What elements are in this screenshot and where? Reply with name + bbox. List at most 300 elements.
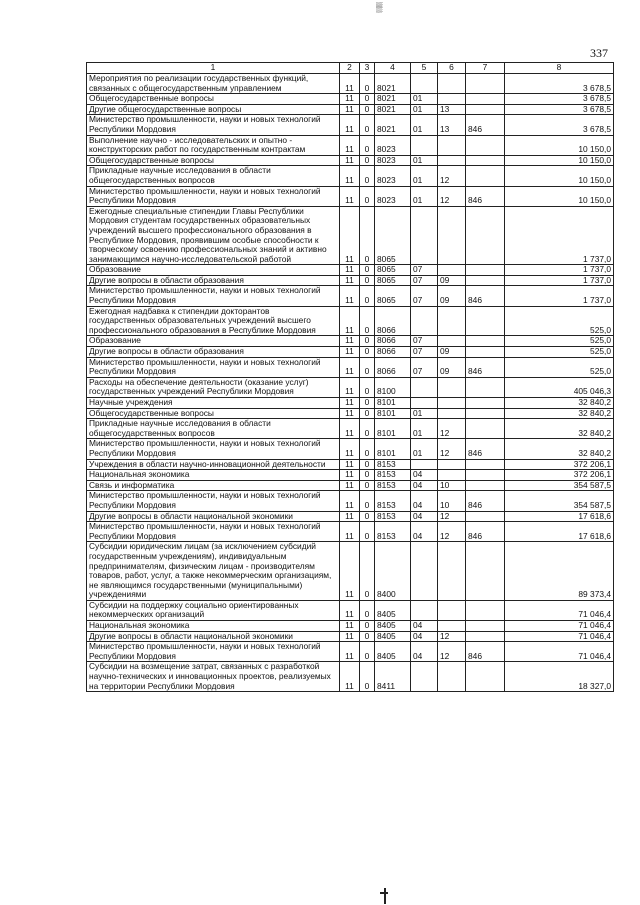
- row-c4-cell: 8023: [375, 186, 411, 206]
- row-name-cell: Другие общегосударственные вопросы: [87, 104, 340, 115]
- row-name-cell: Министерство промышленности, науки и новых технологий Республики Мордовия: [87, 186, 340, 206]
- row-c2-cell: 11: [340, 542, 360, 601]
- row-c6-cell: 12: [438, 439, 466, 459]
- row-c8-cell: 32 840,2: [505, 398, 614, 409]
- row-c4-cell: 8066: [375, 336, 411, 347]
- table-row: [87, 347, 614, 358]
- row-c6-cell: 12: [438, 186, 466, 206]
- row-c6-cell: 09: [438, 275, 466, 286]
- row-c8-cell: 17 618,6: [505, 511, 614, 522]
- row-c4-cell: 8405: [375, 642, 411, 662]
- row-c3-cell: 0: [360, 377, 375, 397]
- row-name-cell: Ежегодные специальные стипендии Главы Республики Мордовия студентам государственных образовательных учреждений высшего профессионального образования в Республике Мордовия, проявившим особые способности к творческому освоению профессиональных знаний и активно занимающимся научно-исследовательской работой: [87, 206, 340, 265]
- row-c2-cell: 11: [340, 186, 360, 206]
- row-name-cell: Министерство промышленности, науки и новых технологий Республики Мордовия: [87, 642, 340, 662]
- row-c6-cell: 12: [438, 642, 466, 662]
- table-row: [87, 408, 614, 419]
- row-c8-cell: 354 587,5: [505, 480, 614, 491]
- row-c3-cell: 0: [360, 542, 375, 601]
- table-row: [87, 94, 614, 105]
- row-c7-cell: [466, 480, 505, 491]
- row-c2-cell: 11: [340, 522, 360, 542]
- row-c4-cell: 8023: [375, 155, 411, 166]
- row-name-cell: Связь и информатика: [87, 480, 340, 491]
- row-c7-cell: [466, 631, 505, 642]
- row-c8-cell: 71 046,4: [505, 621, 614, 632]
- table-row: [87, 631, 614, 642]
- page-number: 337: [590, 46, 608, 60]
- row-c2-cell: 11: [340, 480, 360, 491]
- column-header: 3: [360, 63, 375, 74]
- row-c5-cell: 07: [411, 357, 438, 377]
- row-c4-cell: 8021: [375, 115, 411, 135]
- row-c8-cell: 71 046,4: [505, 631, 614, 642]
- row-c4-cell: 8065: [375, 275, 411, 286]
- row-c3-cell: 0: [360, 336, 375, 347]
- row-c3-cell: 0: [360, 74, 375, 94]
- table-row: [87, 206, 614, 265]
- row-c4-cell: 8101: [375, 408, 411, 419]
- scan-mark: ▒: [376, 2, 382, 12]
- row-c3-cell: 0: [360, 470, 375, 481]
- row-c7-cell: [466, 470, 505, 481]
- row-c8-cell: 525,0: [505, 357, 614, 377]
- table-row: [87, 419, 614, 439]
- row-c2-cell: 11: [340, 275, 360, 286]
- row-c4-cell: 8023: [375, 135, 411, 155]
- row-c7-cell: [466, 398, 505, 409]
- row-c5-cell: 01: [411, 419, 438, 439]
- row-c6-cell: [438, 336, 466, 347]
- row-c7-cell: [466, 347, 505, 358]
- table-row: [87, 470, 614, 481]
- table-row: [87, 398, 614, 409]
- row-name-cell: Министерство промышленности, науки и новых технологий Республики Мордовия: [87, 357, 340, 377]
- scan-mark-bottom-bar: [380, 892, 388, 894]
- row-c4-cell: 8405: [375, 600, 411, 620]
- row-c6-cell: 09: [438, 357, 466, 377]
- row-c2-cell: 11: [340, 357, 360, 377]
- row-c2-cell: 11: [340, 642, 360, 662]
- row-name-cell: Другие вопросы в области национальной экономики: [87, 631, 340, 642]
- row-c6-cell: [438, 306, 466, 336]
- row-c4-cell: 8153: [375, 491, 411, 511]
- table-row: [87, 439, 614, 459]
- row-c3-cell: 0: [360, 419, 375, 439]
- row-c8-cell: 3 678,5: [505, 115, 614, 135]
- row-c6-cell: 13: [438, 115, 466, 135]
- row-c3-cell: 0: [360, 104, 375, 115]
- row-c3-cell: 0: [360, 286, 375, 306]
- row-c5-cell: 04: [411, 522, 438, 542]
- row-c5-cell: 04: [411, 631, 438, 642]
- row-c4-cell: 8066: [375, 306, 411, 336]
- row-name-cell: Национальная экономика: [87, 621, 340, 632]
- table-row: [87, 286, 614, 306]
- row-c2-cell: 11: [340, 600, 360, 620]
- row-c4-cell: 8153: [375, 459, 411, 470]
- row-name-cell: Субсидии юридическим лицам (за исключением субсидий государственным учреждениям), индивидуальным предпринимателям, физическим лицам - производителям товаров, работ, услуг, а также некоммерческим организациям, не являющимся государственными (муниципальными) учреждениями: [87, 542, 340, 601]
- row-c2-cell: 11: [340, 621, 360, 632]
- row-c3-cell: 0: [360, 166, 375, 186]
- row-c7-cell: [466, 662, 505, 692]
- row-c7-cell: 846: [466, 115, 505, 135]
- row-c2-cell: 11: [340, 74, 360, 94]
- row-c3-cell: 0: [360, 408, 375, 419]
- row-c4-cell: 8101: [375, 439, 411, 459]
- row-c5-cell: 07: [411, 265, 438, 276]
- row-c3-cell: 0: [360, 347, 375, 358]
- row-c4-cell: 8066: [375, 357, 411, 377]
- row-c6-cell: 12: [438, 166, 466, 186]
- row-c8-cell: 10 150,0: [505, 155, 614, 166]
- row-c6-cell: [438, 398, 466, 409]
- row-c4-cell: 8153: [375, 522, 411, 542]
- row-c2-cell: 11: [340, 662, 360, 692]
- row-c4-cell: 8065: [375, 206, 411, 265]
- column-header: 6: [438, 63, 466, 74]
- table-row: [87, 522, 614, 542]
- row-c2-cell: 11: [340, 166, 360, 186]
- row-c8-cell: 10 150,0: [505, 135, 614, 155]
- table-row: [87, 621, 614, 632]
- row-c4-cell: 8405: [375, 621, 411, 632]
- row-c4-cell: 8066: [375, 347, 411, 358]
- row-c4-cell: 8101: [375, 419, 411, 439]
- row-c6-cell: [438, 74, 466, 94]
- row-c5-cell: 04: [411, 621, 438, 632]
- column-header: 5: [411, 63, 438, 74]
- row-c2-cell: 11: [340, 511, 360, 522]
- row-name-cell: Мероприятия по реализации государственных функций, связанных с общегосударственным управлением: [87, 74, 340, 94]
- row-c5-cell: 01: [411, 186, 438, 206]
- row-c3-cell: 0: [360, 206, 375, 265]
- row-c4-cell: 8153: [375, 480, 411, 491]
- row-c6-cell: [438, 265, 466, 276]
- row-c7-cell: [466, 408, 505, 419]
- row-c2-cell: 11: [340, 94, 360, 105]
- row-c8-cell: 354 587,5: [505, 491, 614, 511]
- row-name-cell: Министерство промышленности, науки и новых технологий Республики Мордовия: [87, 439, 340, 459]
- table-row: [87, 459, 614, 470]
- row-c2-cell: 11: [340, 398, 360, 409]
- row-c3-cell: 0: [360, 459, 375, 470]
- row-c5-cell: [411, 135, 438, 155]
- row-c8-cell: 525,0: [505, 347, 614, 358]
- row-c7-cell: [466, 336, 505, 347]
- row-c5-cell: [411, 398, 438, 409]
- row-c8-cell: 3 678,5: [505, 104, 614, 115]
- table-row: [87, 542, 614, 601]
- row-c5-cell: [411, 459, 438, 470]
- row-c6-cell: [438, 470, 466, 481]
- table-row: [87, 377, 614, 397]
- row-c2-cell: 11: [340, 104, 360, 115]
- table-row: [87, 491, 614, 511]
- row-c7-cell: [466, 542, 505, 601]
- row-c2-cell: 11: [340, 459, 360, 470]
- row-c5-cell: 04: [411, 491, 438, 511]
- row-c3-cell: 0: [360, 357, 375, 377]
- row-c2-cell: 11: [340, 155, 360, 166]
- row-name-cell: Министерство промышленности, науки и новых технологий Республики Мордовия: [87, 491, 340, 511]
- row-c2-cell: 11: [340, 135, 360, 155]
- row-name-cell: Национальная экономика: [87, 470, 340, 481]
- row-c8-cell: 32 840,2: [505, 419, 614, 439]
- budget-table: [86, 62, 614, 692]
- row-c7-cell: [466, 621, 505, 632]
- row-c6-cell: [438, 155, 466, 166]
- row-c5-cell: [411, 542, 438, 601]
- row-c8-cell: 10 150,0: [505, 186, 614, 206]
- row-c7-cell: 846: [466, 286, 505, 306]
- column-header: 8: [505, 63, 614, 74]
- row-c7-cell: 846: [466, 186, 505, 206]
- row-c8-cell: 32 840,2: [505, 408, 614, 419]
- row-name-cell: Другие вопросы в области национальной экономики: [87, 511, 340, 522]
- row-c5-cell: 07: [411, 286, 438, 306]
- row-c7-cell: [466, 166, 505, 186]
- row-c8-cell: 1 737,0: [505, 286, 614, 306]
- row-c8-cell: 525,0: [505, 306, 614, 336]
- row-c7-cell: [466, 104, 505, 115]
- row-name-cell: Прикладные научные исследования в области общегосударственных вопросов: [87, 419, 340, 439]
- row-c2-cell: 11: [340, 286, 360, 306]
- row-name-cell: Субсидии на поддержку социально ориентированных некоммерческих организаций: [87, 600, 340, 620]
- table-header-row: [87, 63, 614, 74]
- row-c6-cell: 12: [438, 522, 466, 542]
- row-c4-cell: 8153: [375, 470, 411, 481]
- row-c6-cell: 09: [438, 347, 466, 358]
- row-c8-cell: 405 046,3: [505, 377, 614, 397]
- table-row: [87, 600, 614, 620]
- row-c3-cell: 0: [360, 155, 375, 166]
- row-name-cell: Выполнение научно - исследовательских и опытно - конструкторских работ по государственным контрактам: [87, 135, 340, 155]
- row-c3-cell: 0: [360, 94, 375, 105]
- row-c8-cell: 1 737,0: [505, 265, 614, 276]
- row-c5-cell: [411, 306, 438, 336]
- row-c5-cell: [411, 74, 438, 94]
- row-c6-cell: 09: [438, 286, 466, 306]
- row-c8-cell: 89 373,4: [505, 542, 614, 601]
- row-c3-cell: 0: [360, 621, 375, 632]
- row-c8-cell: 18 327,0: [505, 662, 614, 692]
- row-c4-cell: 8153: [375, 511, 411, 522]
- row-c6-cell: [438, 408, 466, 419]
- row-c8-cell: 10 150,0: [505, 166, 614, 186]
- row-name-cell: Образование: [87, 336, 340, 347]
- scan-mark-bottom: [384, 888, 386, 904]
- table-row: [87, 135, 614, 155]
- row-c2-cell: 11: [340, 419, 360, 439]
- row-c5-cell: 01: [411, 94, 438, 105]
- row-c5-cell: 04: [411, 480, 438, 491]
- row-c2-cell: 11: [340, 336, 360, 347]
- row-c5-cell: 01: [411, 115, 438, 135]
- row-c5-cell: [411, 600, 438, 620]
- row-c2-cell: 11: [340, 631, 360, 642]
- row-c7-cell: 846: [466, 439, 505, 459]
- row-c7-cell: [466, 94, 505, 105]
- row-c6-cell: [438, 135, 466, 155]
- table-row: [87, 155, 614, 166]
- row-c7-cell: [466, 419, 505, 439]
- row-c6-cell: [438, 377, 466, 397]
- row-name-cell: Прикладные научные исследования в области общегосударственных вопросов: [87, 166, 340, 186]
- row-c5-cell: [411, 206, 438, 265]
- row-c6-cell: [438, 600, 466, 620]
- row-c4-cell: 8411: [375, 662, 411, 692]
- row-name-cell: Другие вопросы в области образования: [87, 275, 340, 286]
- row-c8-cell: 372 206,1: [505, 470, 614, 481]
- row-c2-cell: 11: [340, 491, 360, 511]
- row-c7-cell: [466, 306, 505, 336]
- table-row: [87, 74, 614, 94]
- row-c2-cell: 11: [340, 377, 360, 397]
- row-name-cell: Субсидии на возмещение затрат, связанных с разработкой научно-технических и инновационных проектов, реализуемых на территории Республики Мордовия: [87, 662, 340, 692]
- row-c4-cell: 8065: [375, 286, 411, 306]
- row-c8-cell: 17 618,6: [505, 522, 614, 542]
- row-c5-cell: [411, 377, 438, 397]
- row-c2-cell: 11: [340, 115, 360, 135]
- row-c2-cell: 11: [340, 306, 360, 336]
- row-c7-cell: 846: [466, 491, 505, 511]
- table-row: [87, 115, 614, 135]
- row-c6-cell: 12: [438, 511, 466, 522]
- row-c6-cell: [438, 621, 466, 632]
- table-row: [87, 662, 614, 692]
- row-c3-cell: 0: [360, 186, 375, 206]
- row-c8-cell: 372 206,1: [505, 459, 614, 470]
- row-c5-cell: 04: [411, 470, 438, 481]
- row-name-cell: Министерство промышленности, науки и новых технологий Республики Мордовия: [87, 115, 340, 135]
- row-c4-cell: 8100: [375, 377, 411, 397]
- row-c5-cell: 01: [411, 166, 438, 186]
- row-c6-cell: [438, 459, 466, 470]
- row-c6-cell: [438, 662, 466, 692]
- row-c3-cell: 0: [360, 480, 375, 491]
- row-c7-cell: 846: [466, 642, 505, 662]
- row-c6-cell: [438, 542, 466, 601]
- row-name-cell: Общегосударственные вопросы: [87, 408, 340, 419]
- row-c5-cell: 04: [411, 642, 438, 662]
- row-c3-cell: 0: [360, 511, 375, 522]
- row-name-cell: Другие вопросы в области образования: [87, 347, 340, 358]
- row-name-cell: Общегосударственные вопросы: [87, 94, 340, 105]
- row-c8-cell: 32 840,2: [505, 439, 614, 459]
- row-name-cell: Ежегодная надбавка к стипендии докторантов государственных образовательных учреждений высшего профессионального образования в Республике Мордовия: [87, 306, 340, 336]
- row-c8-cell: 71 046,4: [505, 600, 614, 620]
- row-c3-cell: 0: [360, 662, 375, 692]
- column-header: 2: [340, 63, 360, 74]
- row-name-cell: Расходы на обеспечение деятельности (оказание услуг) государственных учреждений Республики Мордовия: [87, 377, 340, 397]
- table-row: [87, 336, 614, 347]
- row-c6-cell: 10: [438, 491, 466, 511]
- row-c3-cell: 0: [360, 491, 375, 511]
- row-c5-cell: 07: [411, 347, 438, 358]
- row-name-cell: Общегосударственные вопросы: [87, 155, 340, 166]
- table-row: [87, 306, 614, 336]
- row-name-cell: Министерство промышленности, науки и новых технологий Республики Мордовия: [87, 522, 340, 542]
- row-c2-cell: 11: [340, 439, 360, 459]
- row-c4-cell: 8101: [375, 398, 411, 409]
- row-c7-cell: [466, 459, 505, 470]
- table-row: [87, 265, 614, 276]
- row-c4-cell: 8021: [375, 74, 411, 94]
- row-c3-cell: 0: [360, 275, 375, 286]
- row-c8-cell: 525,0: [505, 336, 614, 347]
- row-c3-cell: 0: [360, 398, 375, 409]
- column-header: 7: [466, 63, 505, 74]
- row-c5-cell: 01: [411, 104, 438, 115]
- row-c6-cell: 12: [438, 419, 466, 439]
- row-c7-cell: [466, 135, 505, 155]
- row-c8-cell: 71 046,4: [505, 642, 614, 662]
- row-c7-cell: [466, 74, 505, 94]
- row-c8-cell: 3 678,5: [505, 74, 614, 94]
- row-c5-cell: 01: [411, 439, 438, 459]
- row-c6-cell: [438, 94, 466, 105]
- row-c2-cell: 11: [340, 265, 360, 276]
- table-row: [87, 104, 614, 115]
- table-row: [87, 275, 614, 286]
- row-c4-cell: 8021: [375, 94, 411, 105]
- row-c2-cell: 11: [340, 206, 360, 265]
- row-c2-cell: 11: [340, 470, 360, 481]
- row-c5-cell: 07: [411, 336, 438, 347]
- row-c8-cell: 1 737,0: [505, 206, 614, 265]
- row-c7-cell: 846: [466, 522, 505, 542]
- row-c7-cell: [466, 275, 505, 286]
- row-c3-cell: 0: [360, 631, 375, 642]
- table-row: [87, 480, 614, 491]
- table-row: [87, 166, 614, 186]
- row-c5-cell: [411, 662, 438, 692]
- row-name-cell: Учреждения в области научно-инновационной деятельности: [87, 459, 340, 470]
- column-header: 4: [375, 63, 411, 74]
- row-c2-cell: 11: [340, 347, 360, 358]
- row-c5-cell: 01: [411, 408, 438, 419]
- row-c3-cell: 0: [360, 115, 375, 135]
- table-row: [87, 186, 614, 206]
- row-c3-cell: 0: [360, 439, 375, 459]
- row-c4-cell: 8400: [375, 542, 411, 601]
- row-c4-cell: 8023: [375, 166, 411, 186]
- row-c8-cell: 3 678,5: [505, 94, 614, 105]
- column-header: 1: [87, 63, 340, 74]
- row-c3-cell: 0: [360, 642, 375, 662]
- row-c6-cell: 13: [438, 104, 466, 115]
- row-c3-cell: 0: [360, 600, 375, 620]
- row-name-cell: Министерство промышленности, науки и новых технологий Республики Мордовия: [87, 286, 340, 306]
- row-c7-cell: [466, 600, 505, 620]
- row-c7-cell: [466, 377, 505, 397]
- row-name-cell: Образование: [87, 265, 340, 276]
- row-c5-cell: 07: [411, 275, 438, 286]
- row-c3-cell: 0: [360, 135, 375, 155]
- row-c3-cell: 0: [360, 522, 375, 542]
- row-c7-cell: [466, 511, 505, 522]
- row-c3-cell: 0: [360, 306, 375, 336]
- row-c6-cell: [438, 206, 466, 265]
- row-c5-cell: 01: [411, 155, 438, 166]
- row-name-cell: Научные учреждения: [87, 398, 340, 409]
- row-c4-cell: 8065: [375, 265, 411, 276]
- row-c7-cell: [466, 206, 505, 265]
- table-row: [87, 642, 614, 662]
- row-c8-cell: 1 737,0: [505, 275, 614, 286]
- row-c7-cell: [466, 155, 505, 166]
